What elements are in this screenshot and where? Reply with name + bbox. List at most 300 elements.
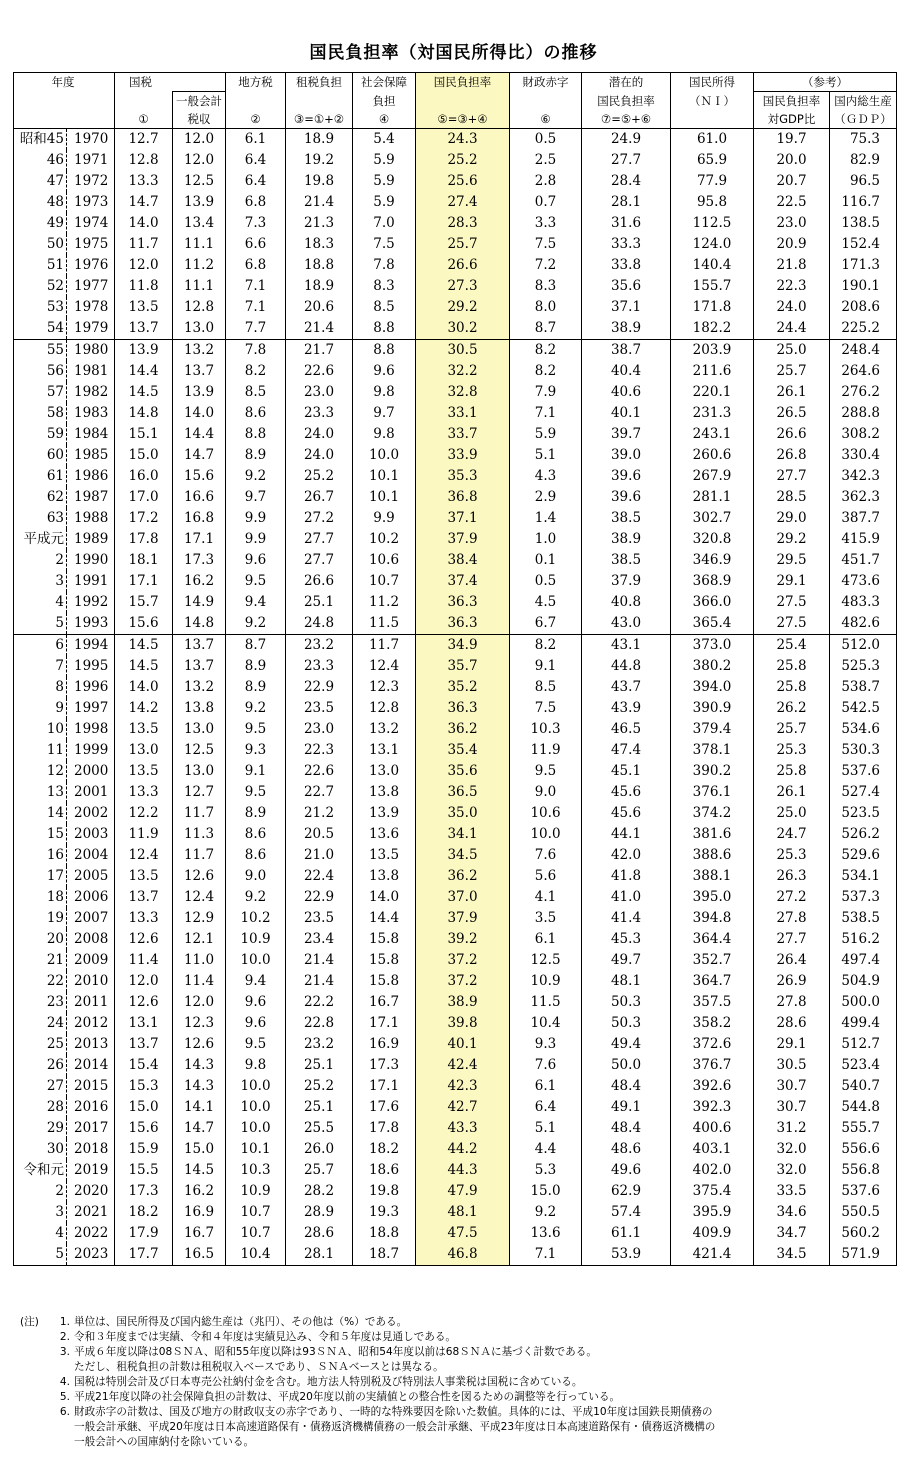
era-cell: 47 <box>14 171 67 192</box>
value-cell: 21.4 <box>286 950 353 971</box>
table-row <box>14 171 897 192</box>
value-cell: 7.8 <box>226 340 286 362</box>
value-cell: 32.0 <box>754 1139 830 1160</box>
value-cell: 8.2 <box>226 361 286 382</box>
value-cell: 10.0 <box>510 824 582 845</box>
header-general-account: 一般会計 <box>173 92 226 111</box>
value-cell: 13.0 <box>115 740 173 761</box>
era-cell: 26 <box>14 1055 67 1076</box>
value-cell: 25.8 <box>754 677 830 698</box>
value-cell: 190.1 <box>830 276 897 297</box>
value-cell: 13.7 <box>173 656 226 677</box>
value-cell: 6.4 <box>510 1097 582 1118</box>
year-cell: 2013 <box>67 1034 115 1055</box>
era-cell: 22 <box>14 971 67 992</box>
value-cell: 40.8 <box>582 592 671 613</box>
era-cell: 61 <box>14 466 67 487</box>
value-cell: 23.0 <box>754 213 830 234</box>
year-cell: 2006 <box>67 887 115 908</box>
value-cell: 46.5 <box>582 719 671 740</box>
value-cell: 22.6 <box>286 761 353 782</box>
table-row <box>14 571 897 592</box>
value-cell: 220.1 <box>671 382 754 403</box>
year-cell: 2008 <box>67 929 115 950</box>
value-cell: 13.8 <box>173 698 226 719</box>
value-cell: 330.4 <box>830 445 897 466</box>
note-prefix <box>20 1360 42 1375</box>
value-cell: 40.6 <box>582 382 671 403</box>
value-cell: 400.6 <box>671 1118 754 1139</box>
year-cell: 2001 <box>67 782 115 803</box>
value-cell: 35.4 <box>416 740 510 761</box>
table-row <box>14 424 897 445</box>
value-cell: 32.2 <box>416 361 510 382</box>
table-row <box>14 550 897 571</box>
value-cell: 49.4 <box>582 1034 671 1055</box>
value-cell: 25.0 <box>754 803 830 824</box>
era-cell: 2 <box>14 550 67 571</box>
value-cell: 17.1 <box>353 1076 416 1097</box>
value-cell: 9.7 <box>226 487 286 508</box>
note-number: 4. <box>59 1376 70 1388</box>
value-cell: 23.4 <box>286 929 353 950</box>
era-cell: 11 <box>14 740 67 761</box>
value-cell: 555.7 <box>830 1118 897 1139</box>
value-cell: 12.6 <box>115 992 173 1013</box>
value-cell: 28.1 <box>286 1244 353 1266</box>
value-cell: 483.3 <box>830 592 897 613</box>
value-cell: 556.6 <box>830 1139 897 1160</box>
value-cell: 44.1 <box>582 824 671 845</box>
value-cell: 8.0 <box>510 297 582 318</box>
value-cell: 30.2 <box>416 318 510 340</box>
value-cell: 42.0 <box>582 845 671 866</box>
value-cell: 13.1 <box>115 1013 173 1034</box>
value-cell: 33.1 <box>416 403 510 424</box>
table-row <box>14 908 897 929</box>
table-row <box>14 445 897 466</box>
table-row <box>14 1139 897 1160</box>
value-cell: 11.1 <box>173 276 226 297</box>
value-cell: 29.1 <box>754 1034 830 1055</box>
value-cell: 368.9 <box>671 571 754 592</box>
year-cell: 2019 <box>67 1160 115 1181</box>
value-cell: 35.7 <box>416 656 510 677</box>
value-cell: 34.1 <box>416 824 510 845</box>
value-cell: 16.9 <box>173 1202 226 1223</box>
value-cell: 12.5 <box>510 950 582 971</box>
value-cell: 8.8 <box>226 424 286 445</box>
value-cell: 50.0 <box>582 1055 671 1076</box>
value-cell: 25.8 <box>754 761 830 782</box>
value-cell: 8.6 <box>226 845 286 866</box>
table-row <box>14 361 897 382</box>
value-cell: 9.6 <box>353 361 416 382</box>
value-cell: 13.3 <box>115 782 173 803</box>
year-cell: 2000 <box>67 761 115 782</box>
value-cell: 35.6 <box>582 276 671 297</box>
value-cell: 12.5 <box>173 740 226 761</box>
value-cell: 15.3 <box>115 1076 173 1097</box>
value-cell: 9.7 <box>353 403 416 424</box>
note-text: 平成６年度以降は08ＳＮＡ、昭和55年度以降は93ＳＮＡ、昭和54年度以前は68ＳＮＡに基づく計数である。 <box>74 1346 597 1358</box>
year-cell: 1980 <box>67 340 115 362</box>
value-cell: 7.0 <box>353 213 416 234</box>
value-cell: 11.7 <box>173 845 226 866</box>
value-cell: 534.1 <box>830 866 897 887</box>
value-cell: 29.5 <box>754 550 830 571</box>
value-cell: 5.9 <box>510 424 582 445</box>
value-cell: 10.0 <box>226 1097 286 1118</box>
value-cell: 25.5 <box>286 1118 353 1139</box>
table-row <box>14 1076 897 1097</box>
value-cell: 15.0 <box>115 445 173 466</box>
value-cell: 9.9 <box>226 529 286 550</box>
value-cell: 9.4 <box>226 971 286 992</box>
value-cell: 22.3 <box>286 740 353 761</box>
value-cell: 16.6 <box>173 487 226 508</box>
era-cell: 58 <box>14 403 67 424</box>
value-cell: 25.6 <box>416 171 510 192</box>
value-cell: 14.1 <box>173 1097 226 1118</box>
header-social-security: 社会保障 <box>353 73 416 92</box>
value-cell: 13.7 <box>115 318 173 340</box>
value-cell: 27.2 <box>286 508 353 529</box>
value-cell: 77.9 <box>671 171 754 192</box>
value-cell: 6.7 <box>510 613 582 635</box>
value-cell: 14.4 <box>173 424 226 445</box>
value-cell: 529.6 <box>830 845 897 866</box>
value-cell: 36.3 <box>416 613 510 635</box>
table-row <box>14 297 897 318</box>
header-row-1 <box>14 73 897 92</box>
year-cell: 2012 <box>67 1013 115 1034</box>
value-cell: 42.4 <box>416 1055 510 1076</box>
value-cell: 364.4 <box>671 929 754 950</box>
value-cell: 11.3 <box>173 824 226 845</box>
value-cell: 12.0 <box>173 992 226 1013</box>
value-cell: 365.4 <box>671 613 754 635</box>
value-cell: 24.0 <box>754 297 830 318</box>
value-cell: 352.7 <box>671 950 754 971</box>
value-cell: 13.9 <box>173 192 226 213</box>
table-row <box>14 677 897 698</box>
value-cell: 34.5 <box>416 845 510 866</box>
table-row <box>14 382 897 403</box>
value-cell: 26.6 <box>286 571 353 592</box>
note-prefix: (注) <box>20 1316 39 1328</box>
value-cell: 18.2 <box>353 1139 416 1160</box>
era-cell: 24 <box>14 1013 67 1034</box>
value-cell: 61.0 <box>671 129 754 151</box>
header-ni: （ＮＩ） <box>671 92 754 111</box>
value-cell: 12.0 <box>115 255 173 276</box>
note-line <box>20 1330 895 1345</box>
value-cell: 5.4 <box>353 129 416 151</box>
value-cell: 44.2 <box>416 1139 510 1160</box>
table-row <box>14 656 897 677</box>
value-cell: 20.5 <box>286 824 353 845</box>
value-cell: 13.0 <box>173 318 226 340</box>
value-cell: 65.9 <box>671 150 754 171</box>
value-cell: 35.0 <box>416 803 510 824</box>
header-local-tax: 地方税 <box>226 73 286 92</box>
value-cell: 6.6 <box>226 234 286 255</box>
value-cell: 9.1 <box>510 656 582 677</box>
value-cell: 8.5 <box>353 297 416 318</box>
value-cell: 6.1 <box>226 129 286 151</box>
value-cell: 25.2 <box>286 1076 353 1097</box>
value-cell: 14.9 <box>173 592 226 613</box>
value-cell: 12.6 <box>173 1034 226 1055</box>
value-cell: 43.0 <box>582 613 671 635</box>
header-row-2 <box>14 92 897 111</box>
era-cell: 平成元 <box>14 529 67 550</box>
era-cell: 49 <box>14 213 67 234</box>
year-cell: 2005 <box>67 866 115 887</box>
table-row <box>14 466 897 487</box>
table-row <box>14 1223 897 1244</box>
value-cell: 14.7 <box>115 192 173 213</box>
value-cell: 10.1 <box>353 466 416 487</box>
value-cell: 12.4 <box>173 887 226 908</box>
year-cell: 2022 <box>67 1223 115 1244</box>
value-cell: 14.0 <box>353 887 416 908</box>
value-cell: 37.2 <box>416 971 510 992</box>
value-cell: 24.7 <box>754 824 830 845</box>
value-cell: 24.0 <box>286 445 353 466</box>
value-cell: 14.3 <box>173 1076 226 1097</box>
table-row <box>14 255 897 276</box>
value-cell: 28.1 <box>582 192 671 213</box>
value-cell: 43.1 <box>582 635 671 657</box>
year-cell: 1997 <box>67 698 115 719</box>
value-cell: 8.2 <box>510 361 582 382</box>
year-cell: 1996 <box>67 677 115 698</box>
era-cell: 8 <box>14 677 67 698</box>
value-cell: 34.7 <box>754 1223 830 1244</box>
value-cell: 18.1 <box>115 550 173 571</box>
era-cell: 15 <box>14 824 67 845</box>
year-cell: 1978 <box>67 297 115 318</box>
value-cell: 346.9 <box>671 550 754 571</box>
value-cell: 6.4 <box>226 171 286 192</box>
value-cell: 374.2 <box>671 803 754 824</box>
value-cell: 10.9 <box>510 971 582 992</box>
note-prefix <box>20 1435 42 1450</box>
value-cell: 4.1 <box>510 887 582 908</box>
table-row <box>14 782 897 803</box>
value-cell: 17.3 <box>353 1055 416 1076</box>
value-cell: 36.5 <box>416 782 510 803</box>
value-cell: 37.2 <box>416 950 510 971</box>
value-cell: 42.3 <box>416 1076 510 1097</box>
value-cell: 15.6 <box>173 466 226 487</box>
value-cell: 8.2 <box>510 340 582 362</box>
value-cell: 49.1 <box>582 1097 671 1118</box>
value-cell: 23.3 <box>286 403 353 424</box>
value-cell: 342.3 <box>830 466 897 487</box>
year-cell: 2015 <box>67 1076 115 1097</box>
value-cell: 44.8 <box>582 656 671 677</box>
value-cell: 38.9 <box>582 318 671 340</box>
value-cell: 43.7 <box>582 677 671 698</box>
value-cell: 243.1 <box>671 424 754 445</box>
year-cell: 1977 <box>67 276 115 297</box>
table-row <box>14 824 897 845</box>
note-line <box>20 1375 895 1390</box>
value-cell: 124.0 <box>671 234 754 255</box>
value-cell: 16.5 <box>173 1244 226 1266</box>
value-cell: 15.6 <box>115 613 173 635</box>
year-cell: 1979 <box>67 318 115 340</box>
value-cell: 13.7 <box>173 361 226 382</box>
value-cell: 37.1 <box>416 508 510 529</box>
value-cell: 544.8 <box>830 1097 897 1118</box>
value-cell: 7.9 <box>510 382 582 403</box>
header-potential: 潜在的 <box>582 73 671 92</box>
era-cell: 令和元 <box>14 1160 67 1181</box>
value-cell: 140.4 <box>671 255 754 276</box>
value-cell: 556.8 <box>830 1160 897 1181</box>
value-cell: 21.2 <box>286 803 353 824</box>
value-cell: 19.3 <box>353 1202 416 1223</box>
table-row <box>14 929 897 950</box>
table-row <box>14 887 897 908</box>
value-cell: 7.5 <box>510 698 582 719</box>
value-cell: 27.7 <box>754 466 830 487</box>
value-cell: 27.3 <box>416 276 510 297</box>
table-row <box>14 192 897 213</box>
year-cell: 1974 <box>67 213 115 234</box>
value-cell: 23.0 <box>286 382 353 403</box>
value-cell: 38.9 <box>416 992 510 1013</box>
value-cell: 527.4 <box>830 782 897 803</box>
value-cell: 15.8 <box>353 971 416 992</box>
note-line <box>20 1390 895 1405</box>
year-cell: 2014 <box>67 1055 115 1076</box>
value-cell: 10.7 <box>226 1223 286 1244</box>
note-text: 平成21年度以降の社会保障負担の計数は、平成20年度以前の実績値との整合性を図るための調整等を行っている。 <box>74 1391 621 1403</box>
value-cell: 21.3 <box>286 213 353 234</box>
value-cell: 26.7 <box>286 487 353 508</box>
table-row <box>14 592 897 613</box>
value-cell: 15.0 <box>115 1097 173 1118</box>
value-cell: 38.5 <box>582 550 671 571</box>
value-cell: 8.8 <box>353 340 416 362</box>
year-cell: 1993 <box>67 613 115 635</box>
value-cell: 18.8 <box>353 1223 416 1244</box>
value-cell: 14.8 <box>173 613 226 635</box>
era-cell: 50 <box>14 234 67 255</box>
value-cell: 23.3 <box>286 656 353 677</box>
value-cell: 28.6 <box>286 1223 353 1244</box>
value-cell: 33.9 <box>416 445 510 466</box>
value-cell: 13.2 <box>353 719 416 740</box>
value-cell: 10.6 <box>353 550 416 571</box>
value-cell: 542.5 <box>830 698 897 719</box>
value-cell: 12.6 <box>173 866 226 887</box>
value-cell: 9.4 <box>226 592 286 613</box>
era-cell: 3 <box>14 571 67 592</box>
value-cell: 9.5 <box>226 719 286 740</box>
header-potential-burden: 国民負担率 <box>582 92 671 111</box>
value-cell: 13.1 <box>353 740 416 761</box>
value-cell: 388.6 <box>671 845 754 866</box>
table-row <box>14 1202 897 1223</box>
table-row <box>14 508 897 529</box>
value-cell: 14.7 <box>173 445 226 466</box>
value-cell: 13.2 <box>173 340 226 362</box>
value-cell: 21.4 <box>286 318 353 340</box>
year-cell: 1982 <box>67 382 115 403</box>
value-cell: 41.4 <box>582 908 671 929</box>
era-cell: 30 <box>14 1139 67 1160</box>
value-cell: 16.0 <box>115 466 173 487</box>
value-cell: 29.0 <box>754 508 830 529</box>
value-cell: 6.8 <box>226 192 286 213</box>
value-cell: 10.2 <box>226 908 286 929</box>
value-cell: 7.1 <box>226 297 286 318</box>
value-cell: 9.2 <box>226 613 286 635</box>
value-cell: 8.2 <box>510 635 582 657</box>
value-cell: 288.8 <box>830 403 897 424</box>
value-cell: 379.4 <box>671 719 754 740</box>
value-cell: 39.8 <box>416 1013 510 1034</box>
value-cell: 523.5 <box>830 803 897 824</box>
value-cell: 34.9 <box>416 635 510 657</box>
value-cell: 27.8 <box>754 992 830 1013</box>
value-cell: 12.0 <box>173 150 226 171</box>
era-cell: 9 <box>14 698 67 719</box>
value-cell: 18.8 <box>286 255 353 276</box>
table-row <box>14 971 897 992</box>
value-cell: 17.6 <box>353 1097 416 1118</box>
value-cell: 13.7 <box>115 887 173 908</box>
note-line <box>20 1345 895 1360</box>
value-cell: 13.2 <box>173 677 226 698</box>
value-cell: 12.2 <box>115 803 173 824</box>
note-text: 国税は特別会計及び日本専売公社納付金を含む。地方法人特別税及び特別法人事業税は国税に含めている。 <box>74 1376 583 1388</box>
table-row <box>14 213 897 234</box>
value-cell: 48.6 <box>582 1139 671 1160</box>
value-cell: 24.9 <box>582 129 671 151</box>
era-cell: 4 <box>14 592 67 613</box>
value-cell: 388.1 <box>671 866 754 887</box>
year-cell: 1988 <box>67 508 115 529</box>
era-cell: 20 <box>14 929 67 950</box>
era-cell: 3 <box>14 1202 67 1223</box>
year-cell: 2002 <box>67 803 115 824</box>
value-cell: 10.0 <box>226 1118 286 1139</box>
value-cell: 17.8 <box>353 1118 416 1139</box>
era-cell: 7 <box>14 656 67 677</box>
value-cell: 3.3 <box>510 213 582 234</box>
value-cell: 5.6 <box>510 866 582 887</box>
value-cell: 3.5 <box>510 908 582 929</box>
year-cell: 1987 <box>67 487 115 508</box>
value-cell: 7.8 <box>353 255 416 276</box>
value-cell: 21.8 <box>754 255 830 276</box>
value-cell: 9.9 <box>226 508 286 529</box>
year-cell: 1992 <box>67 592 115 613</box>
year-cell: 1998 <box>67 719 115 740</box>
value-cell: 10.0 <box>226 1076 286 1097</box>
era-cell: 51 <box>14 255 67 276</box>
table-row <box>14 1118 897 1139</box>
value-cell: 11.9 <box>510 740 582 761</box>
value-cell: 9.6 <box>226 550 286 571</box>
